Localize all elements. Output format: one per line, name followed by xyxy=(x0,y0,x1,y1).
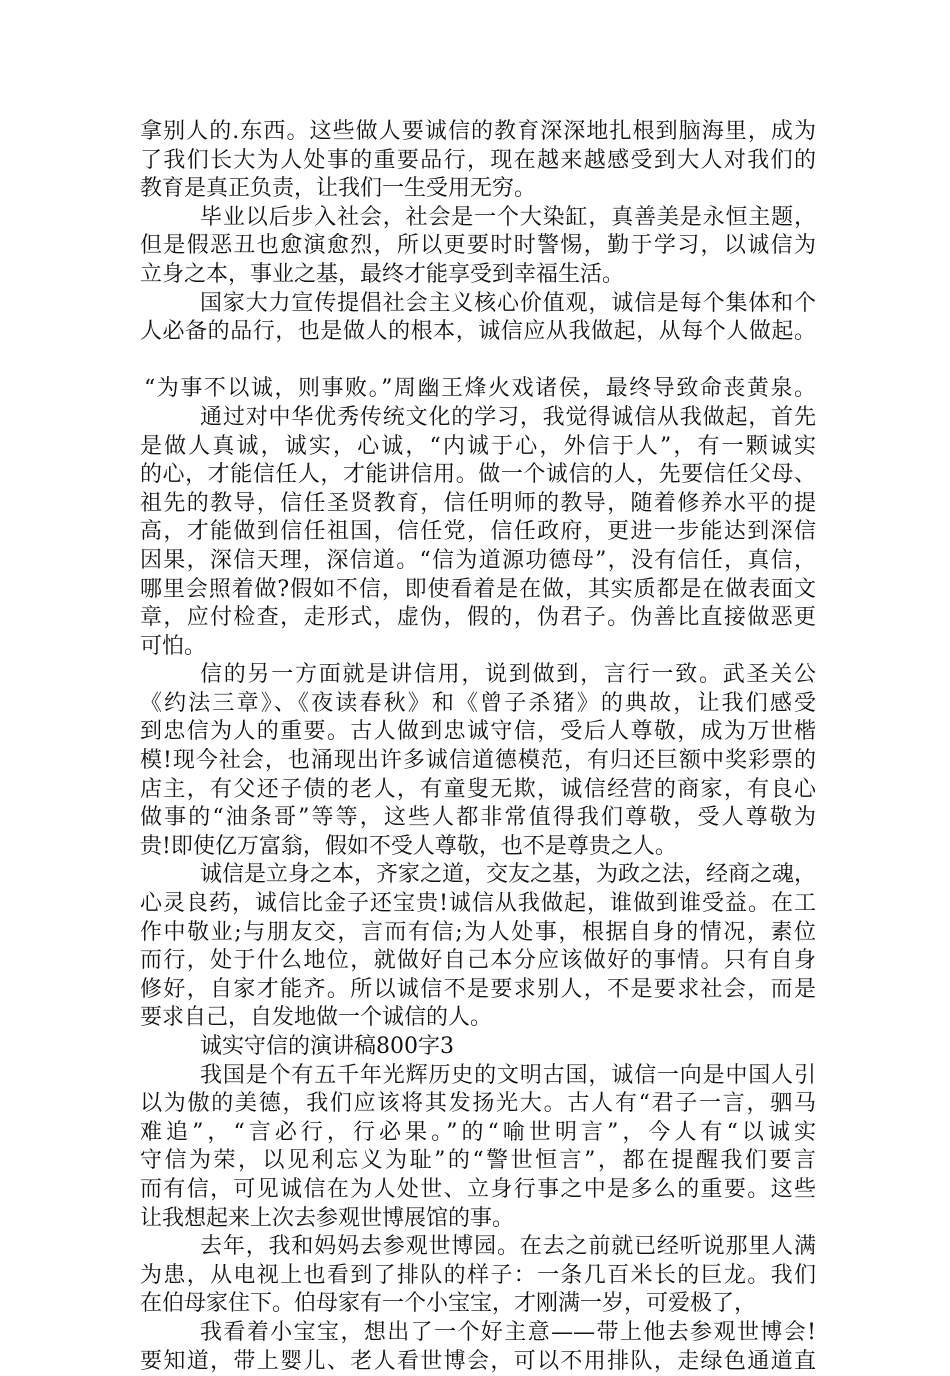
paragraph-first-line: 通过对中华优秀传统文化的学习，我觉得诚信从我做起，首先 xyxy=(200,404,816,430)
text-line: 为患，从电视上也看到了排队的样子：一条几百米长的巨龙。我们 xyxy=(140,1262,816,1288)
paragraph-first-line: 去年，我和妈妈去参观世博园。在去之前就已经听说那里人满 xyxy=(200,1234,816,1260)
paragraph-first-line: 我国是个有五千年光辉历史的文明古国，诚信一向是中国人引 xyxy=(200,1062,816,1088)
text-line: 让我想起来上次去参观世博展馆的事。 xyxy=(140,1205,515,1231)
blank-line xyxy=(140,347,816,376)
paragraph-first-line: 毕业以后步入社会，社会是一个大染缸，真善美是永恒主题， xyxy=(200,204,816,230)
text-line: 店主，有父还子债的老人，有童叟无欺，诚信经营的商家，有良心 xyxy=(140,776,816,802)
section-heading: 诚实守信的演讲稿800字3 xyxy=(200,1034,454,1059)
paragraph-first-line: 我看着小宝宝，想出了一个好主意——带上他去参观世博会! xyxy=(200,1319,816,1345)
text-line: 作中敬业;与朋友交，言而有信;为人处事，根据自身的情况，素位 xyxy=(140,919,816,945)
document-body xyxy=(140,118,816,1376)
text-line: 立身之本，事业之基，最终才能享受到幸福生活。 xyxy=(140,261,625,287)
text-line: 做事的“油条哥”等等，这些人都非常值得我们尊敬，受人尊敬为 xyxy=(140,805,816,831)
text-line: 可怕。 xyxy=(140,633,207,659)
text-line: 《约法三章》、《夜读春秋》和《曾子杀猪》的典故，让我们感受 xyxy=(140,690,816,716)
text-line: 而有信，可见诚信在为人处世、立身行事之中是多么的重要。这些 xyxy=(140,1176,816,1202)
paragraph-first-line: 信的另一方面就是讲信用，说到做到，言行一致。武圣关公 xyxy=(200,662,816,688)
text-line: 章，应付检查，走形式，虚伪，假的，伪君子。伪善比直接做恶更 xyxy=(140,605,816,631)
text-line: 因果，深信天理，深信道。“信为道源功德母”，没有信任，真信， xyxy=(140,547,816,573)
text-line: 哪里会照着做?假如不信，即使看着是在做，其实质都是在做表面文 xyxy=(140,576,816,602)
text-line: 祖先的教导，信任圣贤教育，信任明师的教导，随着修养水平的提 xyxy=(140,490,816,516)
text-line: 拿别人的.东西。这些做人要诚信的教育深深地扎根到脑海里，成为 xyxy=(140,119,816,144)
text-line: 要求自己，自发地做一个诚信的人。 xyxy=(140,1005,493,1031)
text-line: 要知道，带上婴儿、老人看世博会，可以不用排队，走绿色通道直 xyxy=(140,1348,816,1374)
text-line: 而行，处于什么地位，就做好自己本分应该做好的事情。只有自身 xyxy=(140,948,816,974)
text-line: 的心，才能信任人，才能讲信用。做一个诚信的人，先要信任父母、 xyxy=(140,462,816,488)
text-line: 以为傲的美德，我们应该将其发扬光大。古人有“君子一言，驷马 xyxy=(140,1091,816,1117)
text-line: 在伯母家住下。伯母家有一个小宝宝，才刚满一岁，可爱极了， xyxy=(140,1291,757,1317)
text-line: 教育是真正负责，让我们一生受用无穷。 xyxy=(140,176,537,202)
text-line: 了我们长大为人处事的重要品行，现在越来越感受到大人对我们的 xyxy=(140,147,816,173)
quote-line: “为事不以诚，则事败。”周幽王烽火戏诸侯，最终导致命丧黄泉。 xyxy=(144,376,816,402)
text-line: 高，才能做到信任祖国，信任党，信任政府，更进一步能达到深信 xyxy=(140,519,816,545)
paragraph-first-line: 国家大力宣传提倡社会主义核心价值观，诚信是每个集体和个 xyxy=(200,290,816,316)
text-line: 修好，自家才能齐。所以诚信不是要求别人，不是要求社会，而是 xyxy=(140,976,816,1002)
text-line: 贵!即使亿万富翁，假如不受人尊敬，也不是尊贵之人。 xyxy=(140,833,677,859)
paragraph-first-line: 诚信是立身之本，齐家之道，交友之基，为政之法，经商之魂， xyxy=(200,862,817,888)
text-line: 到忠信为人的重要。古人做到忠诚守信，受后人尊敬，成为万世楷 xyxy=(140,719,816,745)
text-line: 难追”，“言必行，行必果。”的“喻世明言”，今人有“以诚实 xyxy=(140,1119,816,1145)
text-line: 但是假恶丑也愈演愈烈，所以更要时时警惕，勤于学习，以诚信为 xyxy=(140,233,816,259)
text-line: 人必备的品行，也是做人的根本，诚信应从我做起，从每个人做起。 xyxy=(140,319,816,345)
text-line: 模!现今社会，也涌现出许多诚信道德模范，有归还巨额中奖彩票的 xyxy=(140,748,816,774)
text-line: 是做人真诚，诚实，心诚，“内诚于心，外信于人”，有一颗诚实 xyxy=(140,433,816,459)
text-line: 守信为荣，以见利忘义为耻”的“警世恒言”，都在提醒我们要言 xyxy=(140,1148,816,1174)
text-line: 心灵良药，诚信比金子还宝贵!诚信从我做起，谁做到谁受益。在工 xyxy=(140,891,816,917)
